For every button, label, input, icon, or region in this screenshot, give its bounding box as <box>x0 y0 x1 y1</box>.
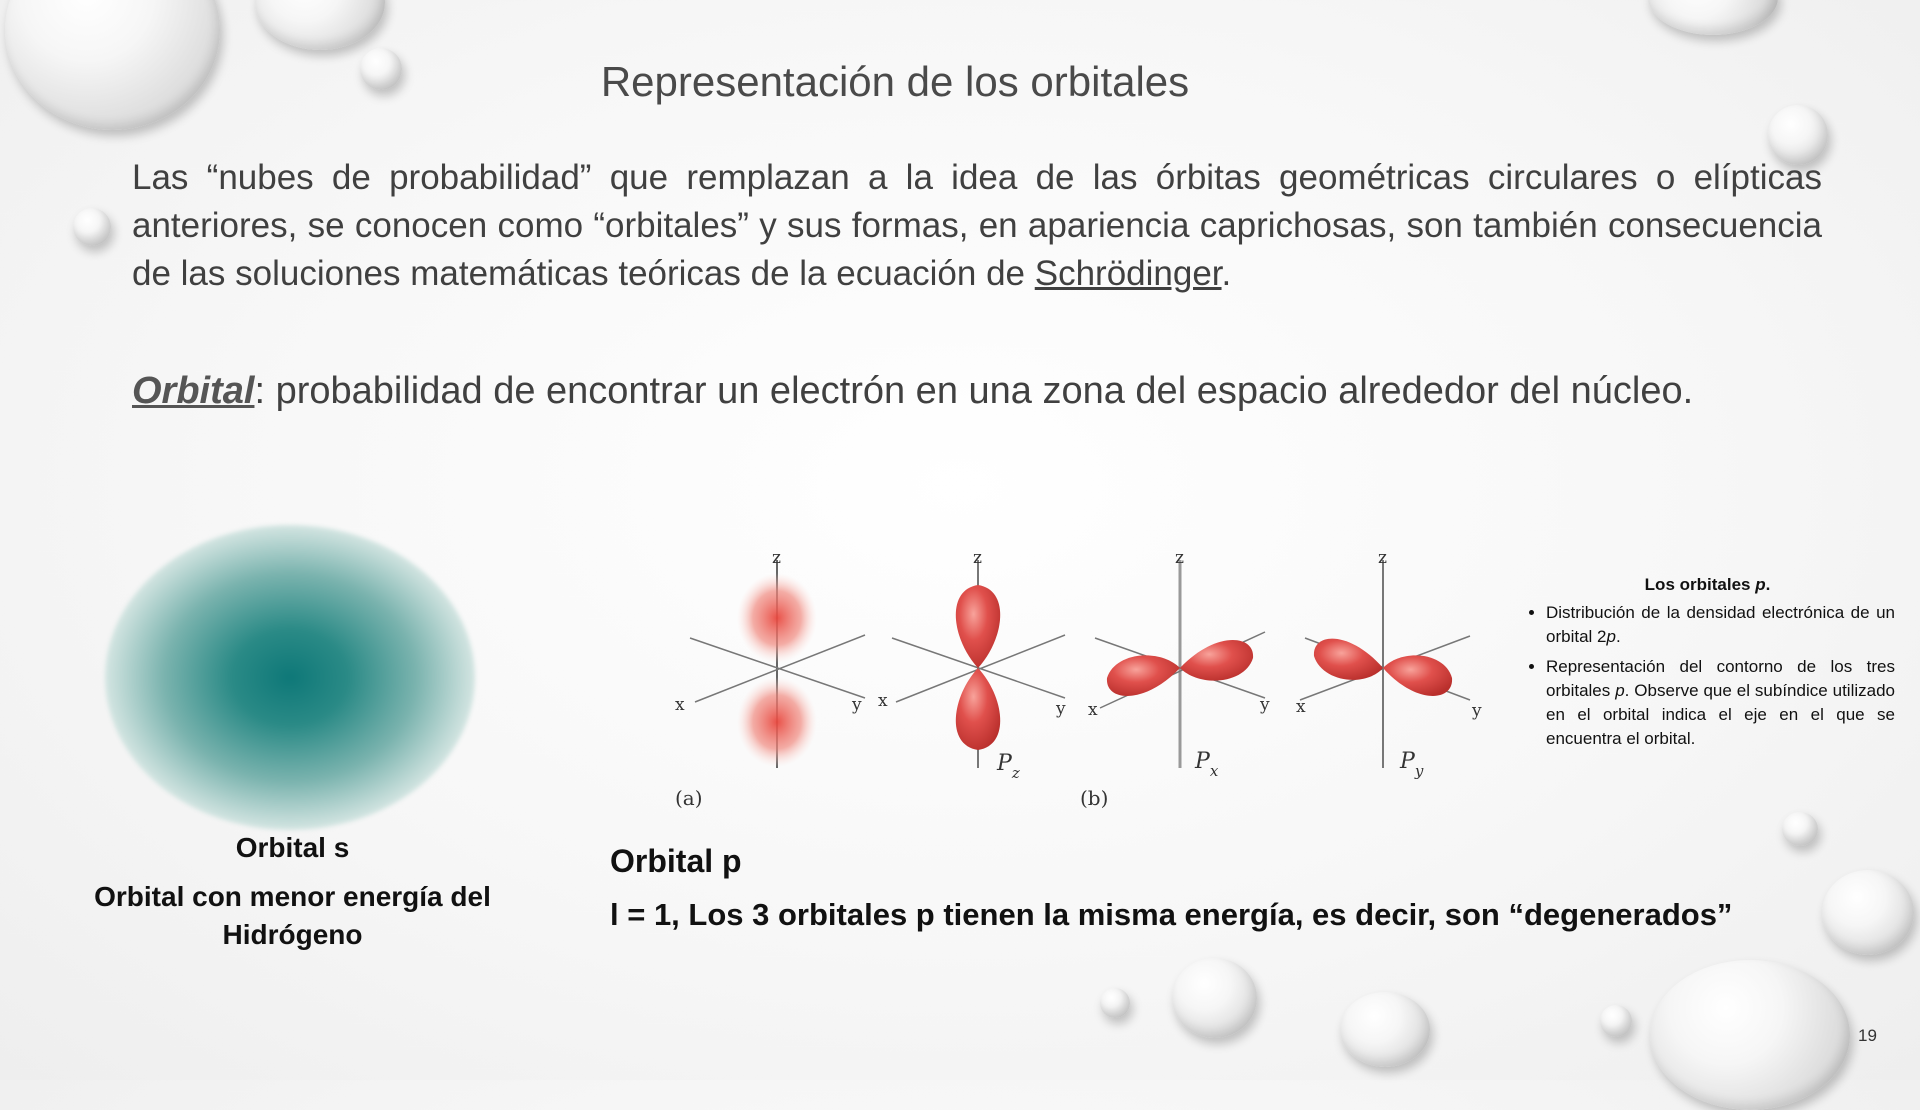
pz-orbital <box>878 548 1066 782</box>
panel-a-label: (a) <box>675 786 703 810</box>
panel-b-label: (b) <box>1080 786 1109 810</box>
schrodinger-link[interactable]: Schrödinger <box>1034 254 1222 293</box>
water-drop-decoration <box>1782 812 1818 846</box>
caption-bullet-2-text-end: . Observe que el subíndice utilizado en el orbital indica el eje en el que se encuentra el orbital. <box>1546 681 1895 748</box>
py-label <box>1399 749 1424 780</box>
water-drop-decoration <box>1100 988 1130 1018</box>
water-drop-decoration <box>1648 0 1778 35</box>
axis-label-z: z <box>973 548 982 568</box>
intro-paragraph <box>132 154 1822 298</box>
caption-bullet-1-suffix: . <box>1615 627 1621 646</box>
caption-title-suffix: . <box>1765 575 1771 594</box>
page-number: 19 <box>1858 1026 1877 1045</box>
axis-label-y: y <box>1056 699 1066 719</box>
water-drop-decoration <box>73 208 111 246</box>
caption-bullet-2-italic: p <box>1615 681 1625 700</box>
axis-label-z: z <box>1175 548 1184 568</box>
water-drop-decoration <box>1340 992 1430 1067</box>
px-orbital <box>1080 548 1270 810</box>
intro-text: Las “nubes de probabilidad” que remplazan a la idea de las órbitas geométricas circulares o elípticas anteriores, se conocen como “orbitales” y sus formas, en apariencia caprichosas, son también consecuencia de las soluciones matemáticas teóricas de la ecuación de <box>132 158 1822 293</box>
caption-bullet-2-text: Representación del contorno de los tres orbitales <box>1546 657 1895 700</box>
caption-list <box>1520 601 1895 751</box>
orbital-definition <box>132 370 1852 413</box>
orbital-letter: P <box>1195 749 1210 774</box>
subscript-z: z <box>1011 764 1020 782</box>
caption-bullet-1-text: Distribución de la densidad electrónica de un orbital 2 <box>1546 603 1895 646</box>
slide-title: Representación de los orbitales <box>600 58 1190 105</box>
s-orbital-image <box>105 525 475 830</box>
water-drop-decoration <box>255 0 385 50</box>
caption-title <box>1520 575 1895 595</box>
axis-label-y: y <box>1472 701 1482 721</box>
intro-text-end: . <box>1221 254 1232 293</box>
subscript-x: x <box>1209 762 1219 780</box>
p-orbitals-figure <box>660 530 1500 820</box>
orbital-term: Orbital <box>132 370 255 412</box>
figure-caption <box>1520 575 1895 757</box>
axis-label-y: y <box>852 695 862 715</box>
py-orbital <box>1296 548 1482 780</box>
caption-bullet-2 <box>1546 655 1895 751</box>
panel-a-electron-density <box>675 548 865 810</box>
caption-title-italic: p <box>1755 575 1766 594</box>
orbital-letter: P <box>1400 749 1415 774</box>
axis-label-y: y <box>1260 695 1270 715</box>
caption-bullet-1-italic: p <box>1606 627 1616 646</box>
caption-bullet-1 <box>1546 601 1895 649</box>
px-label <box>1194 749 1219 780</box>
water-drop-decoration <box>1822 870 1914 955</box>
water-drop-decoration <box>1650 960 1850 1110</box>
orbital-definition-text: : probabilidad de encontrar un electrón en una zona del espacio alrededor del núcleo. <box>254 370 1694 412</box>
axis-label-x: x <box>1088 700 1098 720</box>
pz-label <box>996 751 1020 782</box>
axis-label-x: x <box>675 695 685 715</box>
water-drop-decoration <box>1600 1005 1632 1037</box>
p-orbital-description: l = 1, Los 3 orbitales p tienen la misma energía, es decir, son “degenerados” <box>610 897 1733 932</box>
p-orbitals-diagram <box>660 530 1500 820</box>
caption-title-text: Los orbitales <box>1644 575 1756 594</box>
subscript-y: y <box>1414 762 1424 780</box>
axis-label-x: x <box>1296 697 1306 717</box>
s-orbital-title: Orbital s <box>235 832 350 863</box>
orbital-letter: P <box>997 751 1012 776</box>
axis-label-z: z <box>1378 548 1387 568</box>
axis-label-z: z <box>772 548 781 568</box>
axis-label-x: x <box>878 691 888 711</box>
p-orbital-title: Orbital p <box>610 843 742 879</box>
s-orbital-description: Orbital con menor energía del Hidrógeno <box>94 881 491 950</box>
water-drop-decoration <box>1172 958 1257 1038</box>
